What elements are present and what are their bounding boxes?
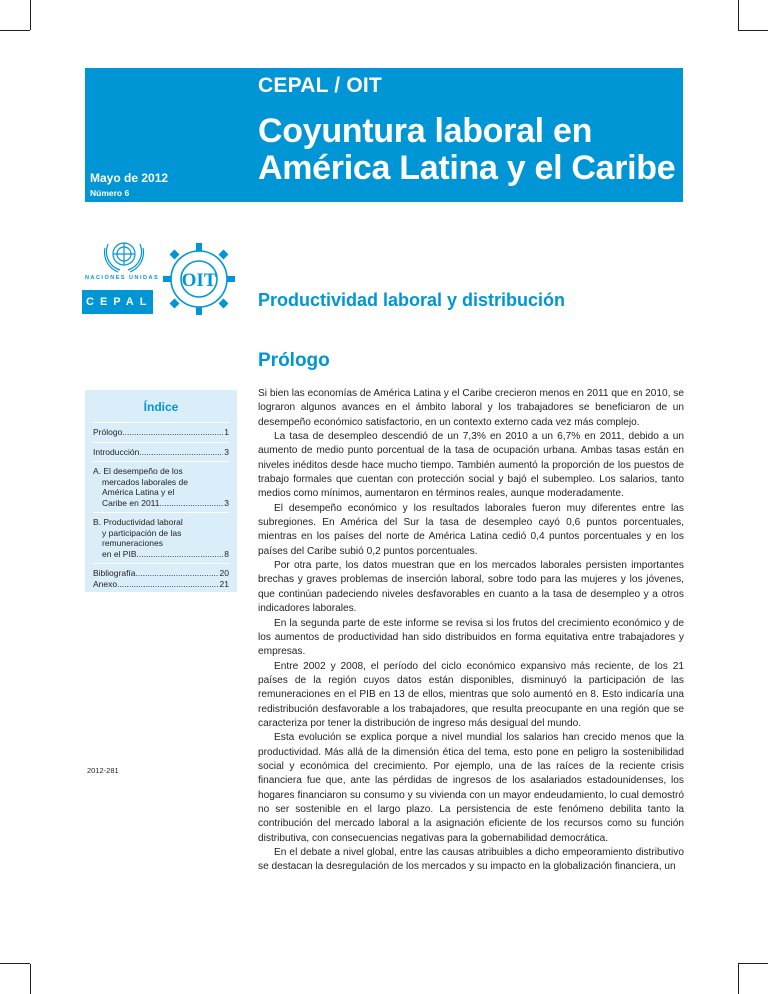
toc-title: Índice	[143, 400, 179, 414]
cepal-logo-text: CEPAL	[86, 296, 153, 308]
toc-page-number: 1	[224, 427, 229, 437]
toc-item-label: América Latina y el	[102, 487, 175, 497]
series-title: CEPAL / OIT	[258, 74, 382, 97]
paragraph: Si bien las economías de América Latina y el Caribe crecieron menos en 2011 que en 2010, se lograron algunos avances en el ámbito laboral y los trabajadores se beneficiaron de un desempeño económico satisfactorio, en un contexto externo cada vez más complejo.	[258, 388, 684, 428]
toc-item-label: A. El desempeño de los	[93, 466, 183, 476]
crop-mark	[30, 964, 31, 994]
toc-item-label: B. Productividad laboral	[93, 517, 183, 527]
toc-item-label: y participación de las	[102, 527, 182, 538]
toc-item-label: Introducción	[93, 446, 140, 457]
toc-page-number: 8	[224, 548, 229, 559]
oit-logo-text: OIT	[181, 270, 217, 291]
crop-mark	[30, 0, 31, 30]
paragraph: Por otra parte, los datos muestran que en los mercados laborales persisten importantes brechas y graves problemas de inserción laboral, sobre todo para las mujeres y los jóvenes, que continúan padeciendo niveles desfavorables en cuanto a la tasa de desempleo y a otros indicadores laborales.	[258, 560, 684, 615]
un-caption: NACIONES UNIDAS	[85, 275, 160, 281]
section-title: Productividad laboral y distribución	[258, 290, 566, 310]
paragraph: Esta evolución se explica porque a nivel mundial los salarios han crecido menos que la productividad. Más allá de la dimensión ética del tema, esto pone en peligro la sostenibilidad social y económica del crecimiento. Por ejemplo, una de las raíces de la reciente crisis financiera fue que, ante las pérdidas de ingresos de los asalariados estadounidenses, los hogares financiaron su consumo y su vivienda con un mayor endeudamiento, lo cual demostró no ser sostenible en el largo plazo. La persistencia de este fenómeno debilita tanto la contribución del mercado laboral a la asignación eficiente de los recursos como su función distributiva, con consecuencias negativas para la gobernabilidad democrática.	[258, 732, 684, 844]
toc-item[interactable]	[93, 442, 229, 462]
prologue-body	[258, 387, 684, 875]
paragraph: La tasa de desempleo descendió de un 7,3% en 2010 a un 6,7% en 2011, debido a un aumento de medio punto porcentual de la tasa de ocupación urbana. Ambas tasas están en niveles inéditos desde hace mucho tiempo. También aumentó la proporción de los puestos de trabajo formales que cuentan con protección social y bajó el subempleo. Los salarios, tanto medios como mínimos, aumentaron en términos reales, aunque moderadamente.	[258, 431, 684, 500]
toc-page-number: 21	[219, 578, 229, 589]
toc-item[interactable]	[93, 512, 229, 563]
paragraph: En la segunda parte de este informe se revisa si los frutos del crecimiento económico y de los aumentos de productividad han sido distribuidos en forma equitativa entre trabajadores y empresas.	[258, 617, 684, 658]
toc-item-label: Caribe en 2011	[102, 497, 160, 508]
toc-item-label: Bibliografía	[93, 568, 136, 578]
crop-mark	[738, 963, 768, 964]
crop-mark	[738, 0, 739, 30]
toc-item[interactable]	[93, 563, 229, 579]
toc-page-number: 20	[219, 568, 229, 578]
document-code: 2012-281	[87, 766, 119, 775]
table-of-contents	[85, 390, 237, 592]
issue-date: Mayo de 2012	[90, 171, 169, 185]
toc-item[interactable]	[93, 579, 229, 594]
issue-number: Número 6	[90, 188, 130, 198]
cepal-logo	[82, 290, 153, 314]
crop-mark	[738, 964, 739, 994]
toc-item-label: remuneraciones	[102, 538, 163, 548]
paragraph: En el debate a nivel global, entre las causas atribuibles a dicho empeoramiento distributivo se destacan la desregulación de los mercados y su impacto en la globalización financiera, un	[258, 847, 684, 873]
toc-item-label: en el PIB	[102, 548, 137, 559]
toc-page-number: 3	[224, 446, 229, 457]
paragraph: Entre 2002 y 2008, el período del ciclo económico expansivo más reciente, de los 21 países de la región cuyos datos están disponibles, disminuyó la participación de las remuneraciones en el PIB en 13 de ellos, mientras que solo aumentó en 8. Esto indicaría una redistribución desfavorable a los trabajadores, que resulta preocupante en una región que se caracteriza por tener la distribución de ingreso más desigual del mundo.	[258, 660, 684, 729]
crop-mark	[0, 30, 30, 31]
oit-gear-logo-icon	[160, 240, 238, 318]
crop-mark	[0, 963, 30, 964]
crop-mark	[738, 30, 768, 31]
page-title	[258, 113, 675, 187]
paragraph: El desempeño económico y los resultados laborales fueron muy diferentes entre las subregiones. En América del Sur la tasa de desempleo cayó 0,6 puntos porcentuales, mientras en los países del norte de América Latina cedió 0,4 puntos porcentuales y en los países del Caribe subió 0,2 puntos porcentuales.	[258, 502, 684, 557]
title-line: Coyuntura laboral en	[258, 112, 593, 150]
toc-item[interactable]	[93, 422, 229, 442]
toc-item-label: Prólogo	[93, 427, 123, 437]
toc-page-number: 3	[224, 497, 229, 508]
title-line: América Latina y el Caribe	[258, 149, 676, 187]
toc-item-label: mercados laborales de	[102, 476, 188, 487]
toc-item-label: Anexo	[93, 578, 118, 589]
toc-item[interactable]	[93, 461, 229, 512]
prologue-heading: Prólogo	[258, 350, 330, 371]
